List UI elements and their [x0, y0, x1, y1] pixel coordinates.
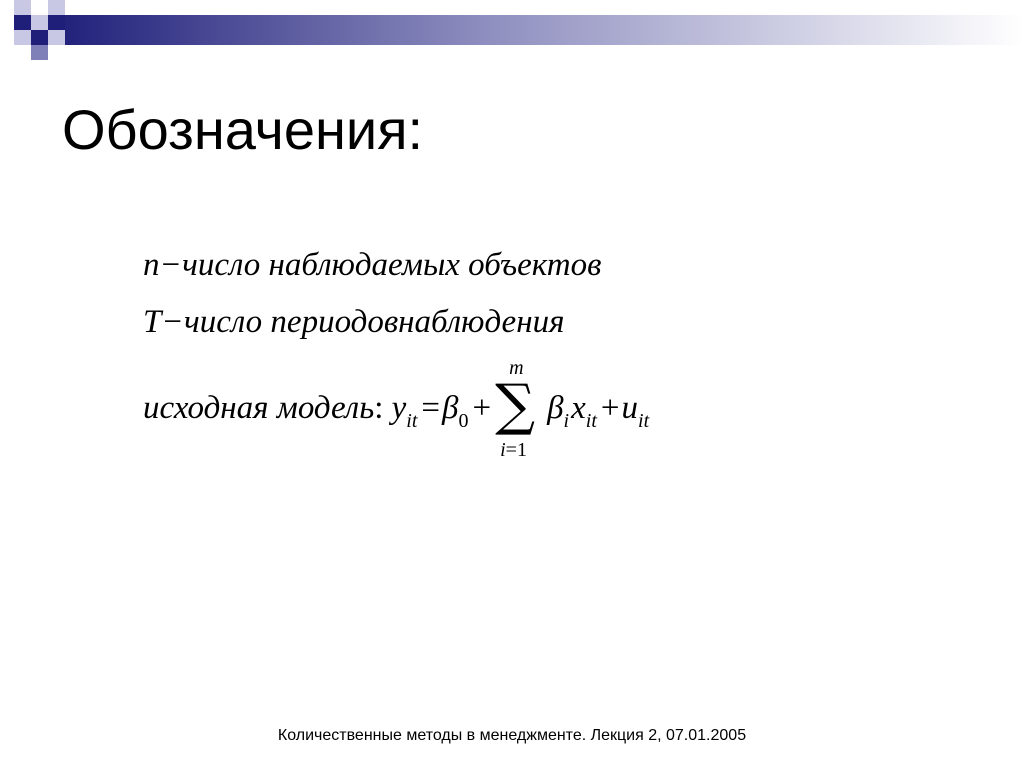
- checker-square: [14, 0, 31, 15]
- gradient-bar: [52, 15, 1024, 45]
- checker-square: [48, 30, 65, 45]
- sum-lower-equals: =: [505, 439, 517, 461]
- var-u: u: [621, 390, 639, 426]
- model-label: исходная модель: [143, 390, 375, 426]
- subscript-it: it: [585, 410, 597, 432]
- sum-lower-value: 1: [516, 439, 527, 461]
- checker-square: [14, 15, 31, 30]
- minus-sign: −: [161, 247, 181, 283]
- checker-square: [48, 0, 65, 15]
- minus-sign: −: [163, 304, 182, 340]
- definition-text: число периодовнаблюдения: [183, 304, 565, 340]
- header-decoration: [0, 0, 1024, 62]
- var-y: y: [391, 390, 407, 426]
- header-gradient-band: [0, 0, 1024, 62]
- subscript-i: i: [563, 410, 570, 432]
- sum-index: i: [500, 439, 506, 461]
- formula-line-objects: [143, 243, 601, 287]
- subscript-zero: 0: [458, 410, 469, 432]
- checker-square: [31, 0, 48, 15]
- var-n: n: [143, 247, 160, 283]
- formula-line-periods: [143, 300, 564, 344]
- plus-sign: +: [472, 390, 492, 426]
- plus-sign: +: [600, 390, 620, 426]
- sum-sign: ∑: [495, 373, 536, 438]
- checker-square: [14, 30, 31, 45]
- var-t: T: [143, 304, 162, 340]
- definition-text: число наблюдаемых объектов: [182, 247, 602, 283]
- slide-title: Обозначения:: [62, 98, 424, 161]
- subscript-it: it: [406, 410, 418, 432]
- subscript-it: it: [638, 410, 650, 432]
- sum-lower-limit: [500, 440, 527, 460]
- beta-zero: β: [442, 390, 459, 426]
- checker-square: [31, 30, 48, 45]
- checker-square: [31, 45, 48, 60]
- summation: [495, 357, 543, 461]
- beta-i: β: [547, 390, 564, 426]
- colon: :: [374, 390, 384, 426]
- footer-caption: Количественные методы в менеджменте. Лекция 2, 07.01.2005: [277, 727, 747, 744]
- sum-upper-limit: m: [509, 357, 524, 379]
- equals-sign: =: [421, 390, 441, 426]
- checker-square: [48, 15, 65, 30]
- checker-square: [31, 15, 48, 30]
- formula-line-model: [143, 357, 651, 461]
- var-x: x: [571, 390, 586, 426]
